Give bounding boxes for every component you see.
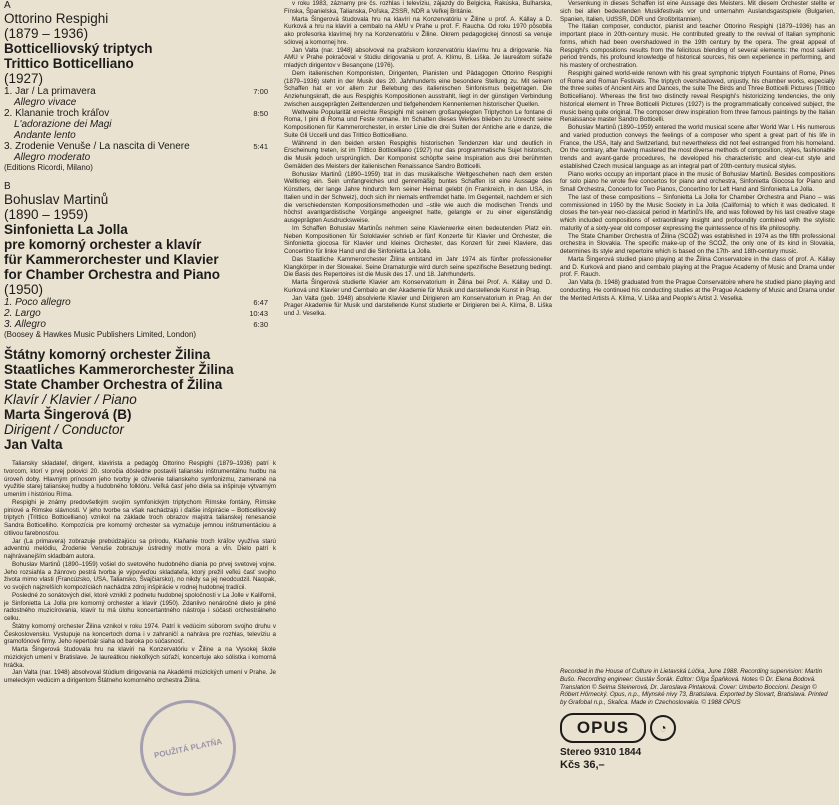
- notes-de-paragraph: Jan Valta (nar. 1948) absolvoval na pražskom konzervatóriu klavírnu hru a dirigovanie. Na AMU v Prahe pokračoval v štúdiu dirigovania u prof. A. Klímu, B. Liška. Je laureátom súťaže mladých dirigentov v Besançone (1976).: [284, 46, 552, 69]
- notes-de-paragraph: Marta Šingerová studierte Klavier am Konservatorium in Žilina bei Prof. A. Kállay und D. Kurková und Klavier und Cembalo an der Akademie für Musik und darstellende Kunst in Prag.: [284, 279, 552, 294]
- notes-sk-paragraph: Posledné zo sonátových diel, ktoré vznikli z podnetu hudobnej spoločnosti v La Jolle v Kalifornii, je Sinfonietta La Jolla pre komorný orchester a klavír (1950). Zdanlivo nenáročné dielo je plné radostného muzicírovania, klavír tu má úlohu koncertantného nástroja i súčasti orchestrálneho celku.: [4, 591, 276, 622]
- notes-sk-paragraph: Bohuslav Martinů (1890–1959) vošiel do svetového hudobného diania po prvej svetovej vojne. Jeho rozsiahla a žánrovo pestrá tvorba je výpoveďou skladateľa, ktorý prežil veľkú časť svojho života mimo vlasti (Francúzsko, USA, Taliansko, Švajčiarsko), no nikdy sa jej neodcudzil. Naopak, vo svojich najzrelších kompozíciách nachádza zdroj inšpirácie v rodnej hudobnej tradícii.: [4, 560, 276, 591]
- composer-a: Ottorino Respighi: [4, 11, 109, 26]
- work-b-year: (1950): [4, 281, 44, 297]
- notes-en-paragraph: Piano works occupy an important place in the music of Bohuslav Martinů. Besides compositions for solo piano he wrote five concertos for piano and orchestra, Sinfonietta Giocosa for Piano and Small Orchestra, Concerto for Two Pianos, Concertino for Left Hand and Sinfonietta La Jolla.: [560, 170, 835, 193]
- notes-sk-paragraph: Marta Šingerová študovala hru na klavíri na Konzervatóriu v Žiline a na Vysokej škole múzických umení v Bratislave. Je laureátkou niekoľkých súťaží, koncertuje ako sólistka i komorná hráčka.: [4, 646, 276, 669]
- column-3: [560, 0, 835, 800]
- composer-b-years: (1890 – 1959): [4, 206, 89, 222]
- stamp-text: POUŽITÁ PLATŇA: [153, 736, 223, 760]
- work-a-year: (1927): [4, 71, 44, 86]
- opus-mark-icon: ◔: [650, 715, 676, 741]
- work-b-sub-en: for Chamber Orchestra and Piano: [4, 266, 221, 282]
- orchestra-de: Staatliches Kammerorchester Žilina: [4, 362, 234, 377]
- notes-de-paragraph: Jan Valta (geb. 1948) absolvierte Klavier und Dirigieren am Konservatorium in Prag. An der Prager Akademie für Musik und darstellende Kunst studierte er Dirigieren bei A. Klíma, B. Liška und J. Veselka.: [284, 294, 552, 317]
- track-b3: [4, 319, 276, 330]
- notes-de-paragraph: Dem italienischen Komponisten, Dirigenten, Pianisten und Pädagogen Ottorino Respighi (1879–1936) steht in der Musik des 20. Jahrhunderts eine besondere Stellung zu. Mit seinem Schaffen hat er vor allem zur Belebung des italienischen Sinfonismus beigetragen. Die Anziehungskraft, die aus Respighis Kompositionen ausstrahlt, liegt in der günstigen Verbindung zwischen ausgeprägten Zeittendenzen und tiefgehendem Kennenlernen historischer Quellen.: [284, 69, 552, 108]
- track-a2-duration: 8:50: [253, 109, 268, 118]
- notes-en-paragraph: Bohuslav Martinů (1890–1959) entered the world musical scene after World War I. His numerous and varied production conveys the feelings of a composer who spent a great part of his life in France, the USA, Italy and Switzerland, but nevertheless did not feel estranged from his homeland. On the contrary, after having mastered the most diverse methods of composition, styles, fashionable trends and avant-garde procedures, he developed his characteristic and clear-cut style and established Czech musical language as an integral part of 20th-century musical styles.: [560, 124, 835, 170]
- notes-sk-paragraph: Štátny komorný orchester Žilina vznikol v roku 1974. Patrí k vedúcim súborom svojho druhu v Československu. Vystupuje na koncertoch doma i v zahraničí a nahráva pre rozhlas, televíziu a gramofónové firmy. Jeho repertoár siaha od baroka po súčasnosť.: [4, 622, 276, 646]
- track-b3-duration: 6:30: [253, 319, 268, 329]
- track-a2-tempo: Andante lento: [14, 130, 76, 141]
- track-a3: [4, 141, 276, 152]
- opus-logo: [560, 713, 646, 743]
- notes-en-paragraph: The last of these compositions – Sinfonietta La Jolla for Chamber Orchestra and Piano – was commissioned in 1950 by the Music Society in La Jolla (California) to which it was dedicated. It closes the ten-year neo-classical period in Martinů's life, and was followed by his last creative stage which included compositions of extraordinary insight and profoundity combined with the stylistic maturity of a sixty-year old composer expressing the quintessence of his life philosophy.: [560, 193, 835, 232]
- track-a1-name: 1. Jar / La primavera: [4, 86, 96, 97]
- track-b2-name: 2. Largo: [4, 307, 41, 319]
- credits-block: [560, 668, 835, 772]
- price: Kčs 36,–: [560, 758, 605, 771]
- track-a1: [4, 86, 276, 97]
- notes-sk-paragraph: Jar (La primavera) zobrazuje prebúdzajúcu sa prírodu, Klaňanie troch kráľov využíva starú adventnú melódiu, Zrodenie Venuše zobrazuje ústredný motív mora a vĺn. Dielo patrí k najhrávanejším skladbám autora.: [4, 537, 276, 560]
- notes-en-paragraph: The Italian composer, conductor, pianist and teacher Ottorino Respighi (1879–1936) has an important place in 20th-century music. He contributed greatly to the revival of Italian symphonic forms, which had been overshadowed in the 19th century by the opera. The great appeal of Respighi's compositions results from the felicitous blending of several elements: the most salient period trends, his profound knowledge of historical sources, his own experience in performing, and his mastery of orchestration.: [560, 23, 835, 69]
- notes-sk-paragraph: Jan Valta (nar. 1948) absolvoval štúdium dirigovania na Akadémii múzických umení v Prahe. Je umeleckým vedúcim a dirigentom Štátneho komorného orchestra Žilina.: [4, 669, 276, 684]
- work-a-title-it: Trittico Botticelliano: [4, 56, 134, 71]
- edition-a: (Editions Ricordi, Milano): [4, 163, 93, 172]
- piano-role: Klavír / Klavier / Piano: [4, 392, 137, 407]
- notes-sk-paragraph: Respighi je známy predovšetkým svojím symfonickým triptychom Rímske fontány, Rímske piniové a Rímske slávnosti. V jeho tvorbe sa však nachádzajú i ďalšie inšpirácie – Botticelliovský triptych (Trittico Botticelliano) vznikol na základe troch obrazov majstra talianskej renesancie Sandra Botticelliho. Kompozícia pre komorný orchester sa vyznačuje jemnou inštrumentáciou a citlivou farebnosťou.: [4, 498, 276, 537]
- track-b2: [4, 308, 276, 319]
- section-b-letter: B: [4, 180, 11, 192]
- track-a1-tempo: Allegro vivace: [14, 97, 77, 108]
- column-2: [284, 0, 552, 800]
- orchestra-sk: Štátny komorný orchester Žilina: [4, 347, 211, 362]
- notes-de-paragraph: v roku 1983, záznamy pre čs. rozhlas i televíziu, zájazdy do Belgicka, Rakúska, Bulharska, Fínska, Španielska, Talianska, Poľska, ZSSR, NDR a Veľkej Británie.: [284, 0, 552, 15]
- conductor-role: Dirigent / Conductor: [4, 422, 125, 437]
- conductor-name: Jan Valta: [4, 437, 63, 452]
- track-b1-name: 1. Poco allegro: [4, 296, 71, 308]
- orchestra-en: State Chamber Orchestra of Žilina: [4, 377, 223, 392]
- track-b2-duration: 10:43: [249, 308, 268, 318]
- notes-en-paragraph: Marta Šingerová studied piano playing at the Žilina Conservatoire in the class of prof. A. Kállay and D. Kurková and piano and cembalo playing at the Prague Academy of Music and Drama under prof. F. Rauch.: [560, 255, 835, 279]
- track-a3-duration: 5:41: [253, 142, 268, 151]
- track-a3-tempo: Allegro moderato: [14, 152, 91, 163]
- notes-de-paragraph: Im Schaffen Bohuslav Martinůs nehmen seine Klavierwerke einen bedeutenden Platz ein. Neben Kompositionen für Soloklavier schrieb er fünf Konzerte für Klavier und Orchester, die Sinfonietta giocosa für Klavier und kleines Orchester, das Konzert für zwei Klaviere, das Concertino für linke Hand und die Sinfonietta La Jolla.: [284, 224, 552, 255]
- notes-de-paragraph: Weltweite Popularität erreichte Respighi mit seinem großangelegten Triptychon Le fontane di Roma, I pini di Roma und Feste romane. Im Schatten dieses Werkes blieben zu Unrecht seine Kompositionen für Kammerorchester, in erster Linie die drei Suiten der Antiche arie e danze, die Suite Gli Uccelli und das Trittico Botticelliano.: [284, 108, 552, 139]
- catalog-number: Stereo 9310 1844: [560, 746, 642, 758]
- track-b1: [4, 297, 276, 308]
- track-a3-name: 3. Zrodenie Venuše / La nascita di Venere: [4, 141, 190, 152]
- notes-de-paragraph: Marta Šingerová študovala hru na klavíri na Konzervatóriu v Žiline u prof. A. Kállay a D. Kurková a hru na klavíri a cembalo na AMU v Prahe u prof. F. Raucha. Od roku 1970 pôsobila ako profesorka klavírnej hry na Konzervatóriu v Žiline. Okrem pedagogickej činnosti sa venuje sólovej a komornej hre.: [284, 15, 552, 46]
- notes-german-english: [560, 0, 835, 302]
- track-a1-duration: 7:00: [253, 87, 268, 96]
- notes-sk-paragraph: Taliansky skladateľ, dirigent, klavirista a pedagóg Ottorino Respighi (1879–1936) patrí k tvorcom, ktorí v prvej polovici 20. storočia dôsledne postavili taliansku inštrumentálnu hudbu na úroveň doby. Hlavným prínosom jeho tvorby je oživenie talianskeho symfonizmu, zamerané na využitie starej talianskej hudby a hudobného folklóru. Veľká časť jeho diela sa inšpiruje výtvarným umením i históriou Ríma.: [4, 460, 276, 498]
- opus-logo-text: OPUS: [576, 717, 630, 737]
- pianist-name: Marta Šingerová (B): [4, 407, 132, 422]
- section-a-letter: A: [4, 0, 11, 11]
- edition-b: (Boosey & Hawkes Music Publishers Limited, London): [4, 329, 197, 339]
- notes-de-paragraph: Während in den beiden ersten Respighis historischen Tendenzen klar und deutlich in Erscheinung treten, ist im Trittico Botticelliano (1927) nur das programmatische Sujet historisch, die Musik jedoch ursprünglich. Der Komponist schöpfte seine Inspiration aus drei berühmten Gemälden des Meisters der italienischen Renaissance Sandro Botticelli.: [284, 139, 552, 170]
- notes-slovak: [4, 460, 276, 685]
- track-b3-name: 3. Allegro: [4, 318, 46, 330]
- work-b-sub-sk: pre komorný orchester a klavír: [4, 236, 202, 252]
- composer-b: Bohuslav Martinů: [4, 191, 109, 207]
- track-b1-duration: 6:47: [253, 297, 268, 307]
- recording-credits: Recorded in the House of Culture in Lietavská Lúčka, June 1988. Recording supervision: Martin Bušo. Recording engineer: Gustáv Šorák. Editor: Oľga Špaňková. Notes © Dr. Elena Bodová. Translation © Selma Steinerová, Dr. Jaroslava Pintaková. Cover: Umberto Boccioni. Design © Róbert Hörnecký. Opus, n.p., Mlynské nivy 73, Bratislava. Exported by Slovart, Bratislava. Printed by Grafobal n.p., Skalica. Made in Czechoslovakia. © 1988 OPUS: [560, 668, 828, 706]
- notes-en-paragraph: Versenkung in dieses Schaffen ist eine Aussage des Meisters. Mit diesem Orchester stellte er sich bei allen bedeutenden Musikfestivals vor und unternahm Auslandsgastspiele (Bulgarien, Spanien, Italien, UdSSR, DDR und Großbritannien).: [560, 0, 835, 23]
- track-a2-name: 2. Klananie troch kráľov: [4, 108, 110, 119]
- composer-a-years: (1879 – 1936): [4, 26, 89, 41]
- notes-de-paragraph: Das Staatliche Kammerorchester Žilina entstand im Jahr 1974 als fünfter professioneller Klangkörper in der Slowakei. Seine Dramaturgie wird durch seine spezifische Besetzung bedingt. Die Basis des Repertoires ist die Musik des 17. und 18. Jahrhunderts.: [284, 255, 552, 279]
- label-info: [560, 713, 676, 772]
- notes-slovak-german: [284, 0, 552, 318]
- label-row: [560, 713, 835, 772]
- notes-en-paragraph: The State Chamber Orchestra of Žilina (SCOŽ) was established in 1974 as the fifth professional orchestra in Slovakia. The specific make-up of the SCOŽ, the only one of its kind in Slovakia, determines its style and repertoire which is based on the 17th- and 18th-century music.: [560, 232, 835, 255]
- work-b-title: Sinfonietta La Jolla: [4, 221, 128, 237]
- work-a-title-sk: Botticelliovský triptych: [4, 41, 153, 56]
- track-a2-subtitle: L'adorazione dei Magi: [14, 119, 112, 130]
- notes-en-paragraph: Jan Valta (b. 1948) graduated from the Prague Conservatoire where he studied piano playing and conducting. He continued his conducting studies at the Prague Academy of Music and Drama under the Merited Artists A. Klíma, V. Liška and People's Artist J. Veselka.: [560, 279, 835, 302]
- track-a2: [4, 108, 276, 119]
- notes-de-paragraph: Bohuslav Martinů (1890–1959) trat in das musikalische Weltgeschehen nach dem ersten Weltkrieg ein. Sein umfangreiches und genremäßig buntes Schaffen ist eine Aussage des Künstlers, der lange Jahre hindurch fern seiner Heimat gelebt (in Frankreich, in den USA, in Italien und in der Schweiz), doch sich ihr niemals entfremdet hatte. Im Gegenteil, nachdem er sich die verschiedensten Kompositionsmethoden und –stile wie auch die modischen Trends und höchst avantgardistische Vorgänge angeeignet hatte, gelangte er zu einer eigenständig ausgeprägten Ausdrucksweise.: [284, 170, 552, 224]
- notes-en-paragraph: Respighi gained world-wide renown with his great symphonic triptych Fountains of Rome, Pines of Rome and Roman Festivals. The triptych overshadowed, unjustly, his chamber works, especially the three suites of Ancient Airs and Dances, the suite The Birds and Three Botticelli Pictures (Trittico Botticelliano). Whereas the first two distinctly reveal Respighi's historicizing tendencies, the only historical element in Three Botticelli Pictures (1927) is the programmatically conceived subject, the music being quite original. The composer drew inspiration from three famous paintings by the Italian Renaissance master Sandro Botticelli.: [560, 69, 835, 124]
- column-1: [4, 0, 276, 800]
- work-b-sub-de: für Kammerorchester und Klavier: [4, 251, 219, 267]
